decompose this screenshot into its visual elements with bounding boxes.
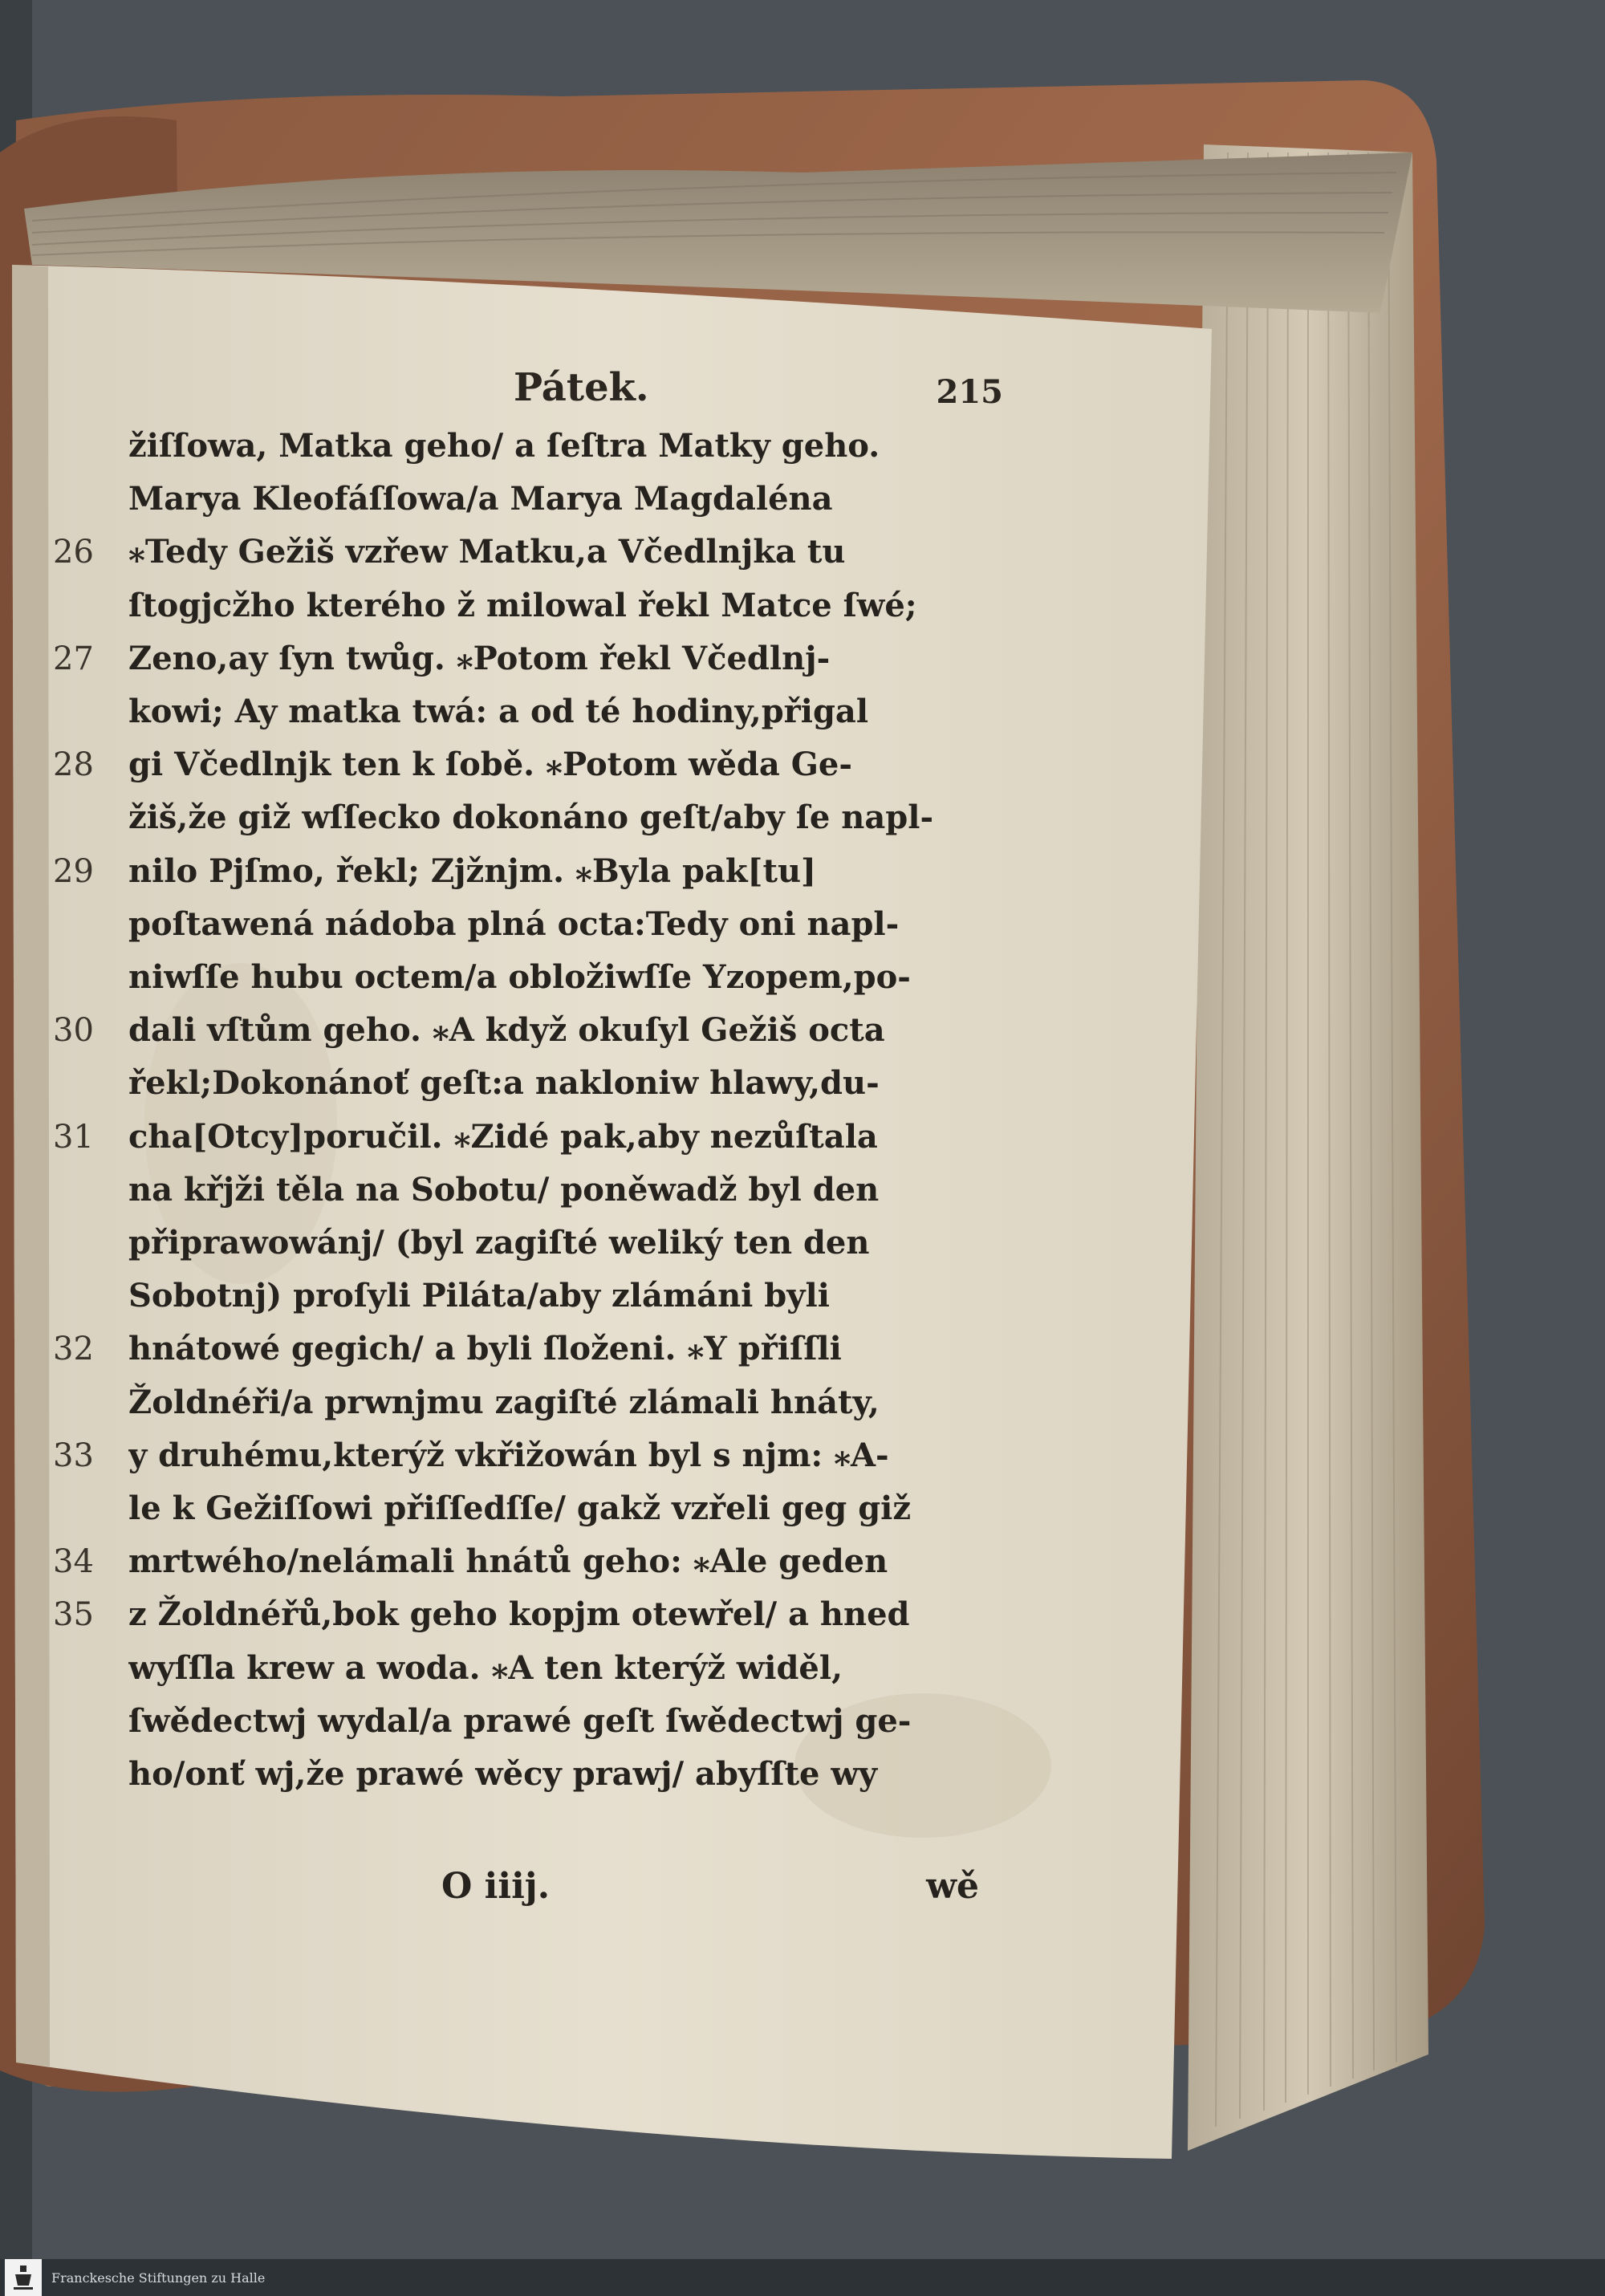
verse-number: 30 (53, 1012, 94, 1050)
text-line: mrtwého/nelámali hnátů geho: ⁎Ale geden (128, 1542, 888, 1581)
signature-mark: O iiij. (441, 1866, 551, 1907)
text-line: Marya Kleofáſſowa/a Marya Magdaléna (128, 480, 833, 518)
credit-text: Franckesche Stiftungen zu Halle (51, 2270, 266, 2286)
text-line: Žoldnéři/a prwnjmu zagiſté zlámali hnáty, (128, 1383, 880, 1421)
credit-bar (0, 2259, 1605, 2296)
text-line: Sobotnj) proſyli Piláta/aby zlámáni byli (128, 1277, 830, 1315)
text-line: le k Gežiſſowi přiſſedſſe/ gakž vzřeli geg giž (128, 1489, 912, 1527)
page-header (498, 365, 1011, 421)
verse-number: 27 (53, 640, 94, 677)
catchword: wě (926, 1866, 979, 1907)
text-line: z Žoldnéřů,bok geho kopjm otewřel/ a hned (128, 1595, 910, 1634)
text-line: připrawowánj/ (byl zagiſté weliký ten den (128, 1224, 870, 1262)
verse-number: 29 (53, 852, 94, 890)
text-line: y druhému,kterýž vkřižowán byl s njm: ⁎A- (128, 1436, 889, 1474)
page-footer (417, 1866, 1011, 1922)
text-line: kowi; Ay matka twá: a od té hodiny,přigal (128, 693, 869, 730)
verse-number: 32 (53, 1331, 94, 1368)
text-line: ſtogjcžho kterého ž milowal řekl Matce ſwé; (128, 586, 917, 624)
text-line: wyſſla krew a woda. ⁎A ten kterýž widěl, (128, 1648, 843, 1687)
text-line: niwſſe hubu octem/a obložiwſſe Yzopem,po- (128, 958, 911, 996)
text-line: nilo Pjſmo, řekl; Zjžnjm. ⁎Byla pak[tu] (128, 851, 816, 890)
text-line: dali vſtům geho. ⁎A když okuſyl Gežiš octa (128, 1011, 885, 1050)
verse-number: 28 (53, 746, 94, 784)
text-line: gi Včedlnjk ten k ſobě. ⁎Potom wěda Ge- (128, 746, 852, 784)
institution-logo-icon (5, 2259, 42, 2296)
text-line: ⁎Tedy Gežiš vzřew Matku,a Včedlnjka tu (128, 533, 846, 571)
verse-number: 34 (53, 1543, 94, 1581)
page-number: 215 (936, 373, 1003, 411)
running-title: Pátek. (514, 365, 649, 410)
text-line: Zeno,ay ſyn twůg. ⁎Potom řekl Včedlnj- (128, 639, 831, 677)
verse-number: 33 (53, 1437, 94, 1474)
text-line: poſtawená nádoba plná octa:Tedy oni napl- (128, 904, 900, 943)
text-line: žiſſowa, Matka geho/ a ſeſtra Matky geho. (128, 427, 880, 465)
text-line: na křjži těla na Sobotu/ poněwadž byl den (128, 1170, 880, 1209)
verse-number: 31 (53, 1118, 94, 1156)
text-line: žiš,že giž wſſecko dokonáno geſt/aby ſe napl- (128, 799, 934, 837)
text-line: ſwědectwj wydal/a prawé geſt ſwědectwj ge- (128, 1701, 912, 1740)
verse-number: 35 (53, 1596, 94, 1634)
text-line: hnátowé gegich/ a byli ſloženi. ⁎Y přiſſli (128, 1330, 842, 1368)
text-line: cha[Otcy]poručil. ⁎Zidé pak,aby nezůſtala (128, 1117, 878, 1156)
text-line: řekl;Dokonánoť geſt:a nakloniw hlawy,du- (128, 1064, 880, 1103)
text-line: ho/onť wj,že prawé wěcy prawj/ abyſſte wy (128, 1755, 878, 1793)
verse-number: 26 (53, 534, 94, 571)
